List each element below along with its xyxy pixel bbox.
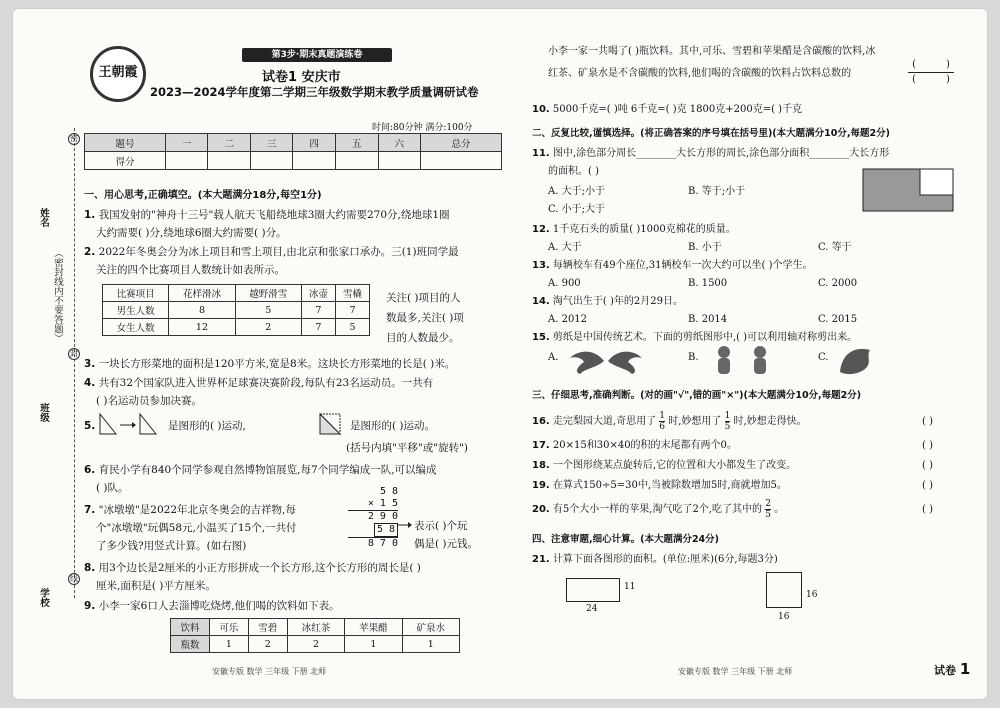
denominator: 6 xyxy=(659,422,666,432)
q9-fraction-blank: ( ) ( ) xyxy=(908,58,954,87)
q14-text: 淘气出生于( )年的2月29日。 xyxy=(552,296,683,307)
q20-answer[interactable]: ( ) xyxy=(922,504,933,515)
score-header-cell: 六 xyxy=(378,134,421,152)
q7-number: 7. xyxy=(84,504,96,516)
q4 xyxy=(84,375,504,391)
calc-line-boxed: 5 8 xyxy=(374,523,398,537)
exam-page xyxy=(12,8,988,700)
q21-rect-height-label: 11 xyxy=(624,582,636,592)
section2-title: 二、反复比较,谨慎选择。(将正确答案的序号填在括号里)(本大题满分10分,每题2分) xyxy=(532,128,890,139)
score-input-row xyxy=(85,152,502,170)
tiger-papercut-icon xyxy=(836,344,876,378)
q19 xyxy=(532,478,978,494)
q9 xyxy=(84,598,504,614)
q11-option-a: A. 大于;小于 xyxy=(548,186,605,197)
q2-table-cell: 5 xyxy=(235,302,301,319)
q13-number: 13. xyxy=(532,260,550,271)
footer-left: 安徽专版 数学 三年级 下册 北师 xyxy=(212,667,327,676)
q15-option-a: A. xyxy=(548,352,559,363)
score-cell[interactable] xyxy=(421,152,502,170)
score-header-cell: 总分 xyxy=(421,134,502,152)
score-cell[interactable] xyxy=(335,152,378,170)
q9-table-cell: 1 xyxy=(345,636,402,653)
q2-table-cell: 花样滑冰 xyxy=(169,285,235,302)
score-cell[interactable] xyxy=(208,152,251,170)
q18-text: 一个图形绕某点旋转后,它的位置和大小都发生了改变。 xyxy=(552,460,797,471)
q11-shaded-rectangle-figure xyxy=(862,168,954,212)
q3-text: 一块长方形菜地的面积是120平方米,宽是8米。这块长方形菜地的长是( )米。 xyxy=(98,358,456,370)
q21 xyxy=(532,552,978,568)
q2-table-cell: 7 xyxy=(301,319,335,336)
q2-line2: 关注的四个比赛项目人数统计如表所示。 xyxy=(96,264,285,276)
q2-table-cell: 冰壶 xyxy=(301,285,335,302)
dragon-papercut-icon xyxy=(566,346,646,376)
q21-number: 21. xyxy=(532,554,550,565)
seal-char-2: 封 xyxy=(70,349,78,358)
q3-number: 3. xyxy=(84,358,96,370)
q12-number: 12. xyxy=(532,224,550,235)
q2-table-cell: 5 xyxy=(335,319,369,336)
school-label: 学校 xyxy=(38,588,49,607)
q20-fraction xyxy=(765,499,771,520)
q14-option-c: C. 2015 xyxy=(818,314,858,325)
page-label-text: 试卷 xyxy=(934,664,956,677)
q8-number: 8. xyxy=(84,562,96,574)
q5-part-a: 是图形的( )运动, xyxy=(168,420,246,432)
seal-note: （密封线内不要答题） xyxy=(52,248,63,343)
q15-option-b: B. xyxy=(688,352,699,363)
monkey-papercut-icon xyxy=(708,344,778,378)
q2-table-row-boys xyxy=(103,302,370,319)
denominator: 5 xyxy=(765,510,771,520)
q5-rotate-figure xyxy=(316,412,346,438)
q9-table-cell: 苹果醋 xyxy=(345,619,402,636)
q2-table-cell: 7 xyxy=(335,302,369,319)
q2-side-2: 数最多,关注( )项 xyxy=(386,312,464,324)
q16-fraction-1 xyxy=(659,411,665,432)
q8 xyxy=(84,560,504,576)
q9-table-row xyxy=(171,636,460,653)
q11-number: 11. xyxy=(532,148,550,159)
q9-table-cell: 瓶数 xyxy=(171,636,210,653)
q6-number: 6. xyxy=(84,464,96,476)
q11-option-c: C. 小于;大于 xyxy=(548,204,606,215)
q17 xyxy=(532,438,978,454)
q8-line2: 厘米,面积是( )平方厘米。 xyxy=(96,580,216,592)
q15-text: 剪纸是中国传统艺术。下面的剪纸图形中,( )可以利用轴对称剪出来。 xyxy=(552,332,858,343)
q9-table-cell: 2 xyxy=(287,636,344,653)
q7-vertical-calc xyxy=(348,486,398,550)
q12-option-a: A. 大于 xyxy=(548,242,582,253)
q4-line2: ( )名运动员参加决赛。 xyxy=(96,395,203,407)
q5-part-b: 是图形的( )运动。 xyxy=(350,420,436,432)
score-cell[interactable] xyxy=(378,152,421,170)
left-column xyxy=(84,180,504,660)
q6-line2: ( )队。 xyxy=(96,482,129,494)
score-header-cell: 三 xyxy=(250,134,293,152)
q16 xyxy=(532,410,978,434)
q12 xyxy=(532,222,978,238)
q9-table-cell: 1 xyxy=(209,636,248,653)
score-header-cell: 题号 xyxy=(85,134,166,152)
score-cell[interactable] xyxy=(250,152,293,170)
q9-table-cell: 可乐 xyxy=(209,619,248,636)
q16-text-b: 时,妙想用了 xyxy=(668,416,722,427)
step-banner: 第3步·期末真题演练卷 xyxy=(242,48,392,62)
q1 xyxy=(84,207,504,223)
page-number: 1 xyxy=(959,660,971,678)
numerator: 1 xyxy=(659,411,666,421)
q11-text: 图中,涂色部分周长________大长方形的周长,涂色部分面积________大长方形 xyxy=(552,148,890,159)
section1-title: 一、用心思考,正确填空。(本大题满分18分,每空1分) xyxy=(84,190,322,201)
q12-option-c: C. 等于 xyxy=(818,242,852,253)
q2-text: 2022年冬奥会分为冰上项目和雪上项目,由北京和张家口承办。三(1)班同学最 xyxy=(98,246,459,258)
q16-fraction-2 xyxy=(725,411,731,432)
q2-table-cell: 2 xyxy=(235,319,301,336)
q12-option-b: B. 小于 xyxy=(688,242,722,253)
q20-text: 有5个大小一样的苹果,淘气吃了2个,吃了其中的 xyxy=(552,504,762,515)
q9-table-cell: 冰红茶 xyxy=(287,619,344,636)
q7 xyxy=(84,502,504,518)
q2-stats-table xyxy=(102,284,370,336)
seal-char-1: 密 xyxy=(70,134,78,143)
q21-rect-width-label: 24 xyxy=(586,604,598,614)
q18 xyxy=(532,458,978,474)
denominator: 5 xyxy=(724,422,731,432)
score-table xyxy=(84,133,502,170)
q14-number: 14. xyxy=(532,296,550,307)
time-score-meta: 时间:80分钟 满分:100分 xyxy=(372,123,473,133)
calc-line: 8 7 0 xyxy=(348,537,398,550)
class-label: 班级 xyxy=(38,403,49,422)
q15-option-c: C. xyxy=(818,352,829,363)
q7-line3: 了多少钱?用竖式计算。(如右图) xyxy=(96,540,247,552)
q21-square-side-label: 16 xyxy=(806,590,818,600)
q21-text: 计算下面各图形的面积。(单位:厘米)(6分,每题3分) xyxy=(552,554,778,565)
q5-hint: (括号内填"平移"或"旋转") xyxy=(346,442,469,454)
q14-option-b: B. 2014 xyxy=(688,314,728,325)
q9-table-cell: 2 xyxy=(248,636,287,653)
q16-answer[interactable]: ( ) xyxy=(922,416,933,427)
footer-right: 安徽专版 数学 三年级 下册 北师 xyxy=(678,667,793,676)
q17-answer[interactable]: ( ) xyxy=(922,440,933,451)
q9-table-cell: 饮料 xyxy=(171,619,210,636)
q12-text: 1千克石头的质量( )1000克棉花的质量。 xyxy=(552,224,736,235)
q2-table-cell: 女生人数 xyxy=(103,319,169,336)
q2-table-header xyxy=(103,285,370,302)
q18-number: 18. xyxy=(532,460,550,471)
paper-subtitle: 2023—2024学年度第二学期三年级数学期末教学质量调研试卷 xyxy=(150,85,479,99)
q8-text: 用3个边长是2厘米的小正方形拼成一个长方形,这个长方形的周长是( ) xyxy=(98,562,421,574)
q17-text: 20×15和30×40的积的末尾都有两个0。 xyxy=(552,440,737,451)
binding-gutter xyxy=(12,8,82,700)
q4-text: 共有32个国家队进入世界杯足球赛决赛阶段,每队有23名运动员。一共有 xyxy=(98,377,434,389)
q2-table-cell: 12 xyxy=(169,319,235,336)
q14 xyxy=(532,294,978,310)
q14-option-a: A. 2012 xyxy=(548,314,588,325)
q13-option-c: C. 2000 xyxy=(818,278,858,289)
score-row-label: 得分 xyxy=(85,152,166,170)
numerator: 1 xyxy=(724,411,731,421)
q16-text-c: 时,妙想走得快。 xyxy=(733,416,807,427)
calc-line: 2 9 0 xyxy=(367,511,398,522)
q21-rectangle-figure xyxy=(566,578,620,602)
q9-table-header xyxy=(171,619,460,636)
q2-table-cell: 8 xyxy=(169,302,235,319)
q2-number: 2. xyxy=(84,246,96,258)
calc-line: × 1 5 xyxy=(348,498,398,511)
q2-table-cell: 越野滑雪 xyxy=(235,285,301,302)
calc-line: 5 8 xyxy=(379,486,398,497)
right-column xyxy=(532,44,978,664)
q2-side-1: 关注( )项目的人 xyxy=(386,292,461,304)
score-cell[interactable] xyxy=(165,152,208,170)
q15-number: 15. xyxy=(532,332,550,343)
score-header-row xyxy=(85,134,502,152)
arrow-icon xyxy=(398,520,412,530)
q18-answer[interactable]: ( ) xyxy=(922,460,933,471)
q9-continued-2: 红茶、矿泉水是不含碳酸的饮料,他们喝的含碳酸的饮料占饮料总数的 xyxy=(548,68,852,79)
q2-table-cell: 雪橇 xyxy=(335,285,369,302)
q1-number: 1. xyxy=(84,209,96,221)
q9-table-cell: 1 xyxy=(402,636,459,653)
q11-line2: 的面积。( ) xyxy=(548,166,599,177)
q10-number: 10. xyxy=(532,104,550,115)
q7-line2: 个"冰墩墩"玩偶58元,小温买了15个,一共付 xyxy=(96,522,297,534)
q2-table-row-girls xyxy=(103,319,370,336)
q10-text: 5000千克=( )吨 6千克=( )克 1800克+200克=( )千克 xyxy=(552,104,803,115)
q9-table-cell: 矿泉水 xyxy=(402,619,459,636)
q1-line2: 大约需要( )分,绕地球6圈大约需要( )分。 xyxy=(96,227,287,239)
q2-side-3: 目的人数最少。 xyxy=(386,332,460,344)
seal-line xyxy=(74,128,75,598)
q9-continued-1: 小李一家一共喝了( )瓶饮料。其中,可乐、雪碧和苹果醋是含碳酸的饮料,冰 xyxy=(548,46,876,57)
paper-title: 试卷1 安庆市 xyxy=(262,70,341,85)
q9-table-cell: 雪碧 xyxy=(248,619,287,636)
q2-table-cell: 7 xyxy=(301,302,335,319)
q20-number: 20. xyxy=(532,504,550,515)
q2 xyxy=(84,244,504,260)
q1-text: 我国发射的"神舟十三号"载人航天飞船绕地球3圈大约需要270分,绕地球1圈 xyxy=(98,209,450,221)
score-header-cell: 一 xyxy=(165,134,208,152)
q7-text: "冰墩墩"是2022年北京冬奥会的吉祥物,每 xyxy=(98,504,296,516)
score-header-cell: 五 xyxy=(335,134,378,152)
q11-option-b: B. 等于;小于 xyxy=(688,186,746,197)
page-label xyxy=(934,660,970,678)
q7-side-1: 表示( )个玩 xyxy=(414,520,468,532)
q2-table-cell: 比赛项目 xyxy=(103,285,169,302)
q4-number: 4. xyxy=(84,377,96,389)
q20: 20. 有5个大小一样的苹果,淘气吃了2个,吃了其中的 $\frac{2}{5}$ 。 xyxy=(532,499,785,520)
q19-text: 在算式150÷5=30中,当被除数增加5时,商就增加5。 xyxy=(552,480,787,491)
q13-text: 每辆校车有49个座位,31辆校车一次大约可以坐( )个学生。 xyxy=(552,260,813,271)
q17-number: 17. xyxy=(532,440,550,451)
q16-number: 16. xyxy=(532,416,550,427)
q21-square-figure xyxy=(766,572,802,608)
numerator: 2 xyxy=(765,499,771,509)
q10 xyxy=(532,102,978,118)
q13-option-b: B. 1500 xyxy=(688,278,728,289)
score-header-cell: 二 xyxy=(208,134,251,152)
q21-square-bottom-label: 16 xyxy=(778,612,790,622)
q13-option-a: A. 900 xyxy=(548,278,581,289)
q7-side-2: 偶是( )元钱。 xyxy=(414,538,479,550)
q9-text: 小李一家6口人去淄博吃烧烤,他们喝的饮料如下表。 xyxy=(98,600,340,612)
q16-text-a: 走完梨园大道,奇思用了 xyxy=(552,416,657,427)
q6 xyxy=(84,462,504,478)
q9-drinks-table xyxy=(170,618,460,653)
q5-number: 5. xyxy=(84,420,96,432)
section4-title: 四、注意审题,细心计算。(本大题满分24分) xyxy=(532,534,720,545)
q2-table-cell: 男生人数 xyxy=(103,302,169,319)
q9-number: 9. xyxy=(84,600,96,612)
q19-number: 19. xyxy=(532,480,550,491)
name-label: 姓名 xyxy=(38,208,49,227)
score-cell[interactable] xyxy=(293,152,336,170)
q19-answer[interactable]: ( ) xyxy=(922,480,933,491)
q13 xyxy=(532,258,978,274)
score-header-cell: 四 xyxy=(293,134,336,152)
q11 xyxy=(532,146,978,162)
brand-logo: 王朝霞 xyxy=(90,46,146,102)
q6-text: 育民小学有840个同学参观自然博物馆展览,每7个同学编成一队,可以编成 xyxy=(98,464,437,476)
section3-title: 三、仔细思考,准确判断。(对的画"√",错的画"×")(本大题满分10分,每题2分) xyxy=(532,390,862,401)
seal-char-3: 线 xyxy=(70,574,78,583)
q5-translate-figure xyxy=(98,412,162,438)
q3 xyxy=(84,356,504,372)
